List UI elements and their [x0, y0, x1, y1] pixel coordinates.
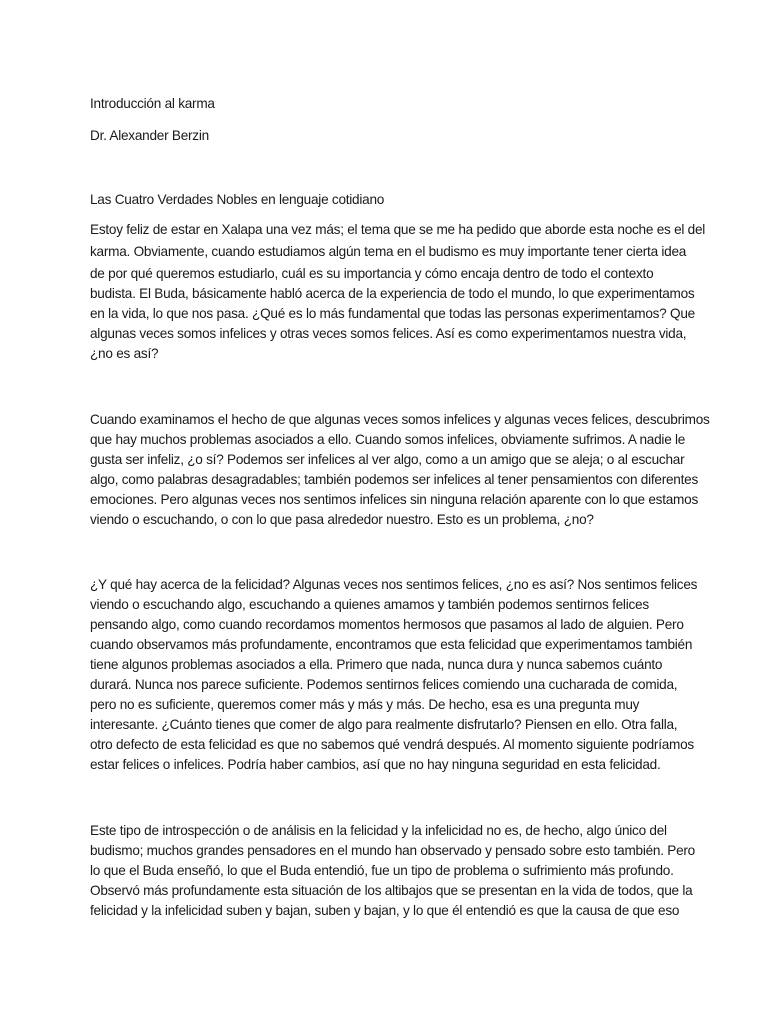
- paragraph-line: gusta ser infeliz, ¿o sí? Podemos ser infelices al ver algo, como a un amigo que se aleja; o al escuchar: [90, 452, 685, 467]
- paragraph-line: otro defecto de esta felicidad es que no sabemos qué vendrá después. Al momento siguiente podríamos: [90, 737, 694, 752]
- paragraph-line: algo, como palabras desagradables; también podemos ser infelices al tener pensamientos con diferentes: [90, 472, 698, 487]
- paragraph-line: felicidad y la infelicidad suben y bajan, suben y bajan, y lo que él entendió es que la causa de que eso: [90, 903, 680, 918]
- paragraph-line: algunas veces somos infelices y otras veces somos felices. Así es como experimentamos nuestra vida,: [90, 326, 687, 341]
- paragraph-line: Observó más profundamente esta situación de los altibajos que se presentan en la vida de todos, que la: [90, 883, 693, 898]
- paragraph-line: viendo o escuchando algo, escuchando a quienes amamos y también podemos sentirnos felices: [90, 597, 649, 612]
- paragraph-line: de por qué queremos estudiarlo, cuál es su importancia y cómo encaja dentro de todo el contexto: [90, 266, 654, 281]
- paragraph-line: Estoy feliz de estar en Xalapa una vez más; el tema que se me ha pedido que aborde esta noche es el del: [90, 222, 706, 237]
- paragraph-line: estar felices o infelices. Podría haber cambios, así que no hay ninguna seguridad en esta felicidad.: [90, 757, 661, 772]
- paragraph-line: ¿no es así?: [90, 346, 159, 361]
- document-title: Introducción al karma: [90, 96, 215, 111]
- paragraph-line: emociones. Pero algunas veces nos sentimos infelices sin ninguna relación aparente con lo que estamos: [90, 492, 698, 507]
- paragraph-line: interesante. ¿Cuánto tienes que comer de algo para realmente disfrutarlo? Piensen en ello. Otra falla,: [90, 717, 678, 732]
- paragraph-line: viendo o escuchando, o con lo que pasa alrededor nuestro. Esto es un problema, ¿no?: [90, 512, 594, 527]
- paragraph-line: tiene algunos problemas asociados a ella. Primero que nada, nunca dura y nunca sabemos cuánto: [90, 657, 663, 672]
- paragraph-line: karma. Obviamente, cuando estudiamos algún tema en el budismo es muy importante tener cierta idea: [90, 244, 687, 259]
- paragraph-line: lo que el Buda enseñó, lo que el Buda entendió, fue un tipo de problema o sufrimiento más profundo.: [90, 863, 674, 878]
- paragraph-line: budista. El Buda, básicamente habló acerca de la experiencia de todo el mundo, lo que experimentamos: [90, 286, 695, 301]
- section-heading: Las Cuatro Verdades Nobles en lenguaje cotidiano: [90, 192, 385, 207]
- paragraph-line: cuando observamos más profundamente, encontramos que esta felicidad que experimentamos también: [90, 637, 693, 652]
- paragraph-line: durará. Nunca nos parece suficiente. Podemos sentirnos felices comiendo una cucharada de comida,: [90, 677, 678, 692]
- paragraph-line: Cuando examinamos el hecho de que algunas veces somos infelices y algunas veces felices, descubrimos: [90, 412, 710, 427]
- document-author: Dr. Alexander Berzin: [90, 128, 209, 143]
- paragraph-line: pero no es suficiente, queremos comer más y más y más. De hecho, esa es una pregunta muy: [90, 697, 640, 712]
- paragraph-line: Este tipo de introspección o de análisis en la felicidad y la infelicidad no es, de hecho, algo único del: [90, 823, 667, 838]
- paragraph-line: pensando algo, como cuando recordamos momentos hermosos que pasamos al lado de alguien. Pero: [90, 617, 684, 632]
- paragraph-line: que hay muchos problemas asociados a ello. Cuando somos infelices, obviamente sufrimos. A nadie le: [90, 432, 686, 447]
- paragraph-line: ¿Y qué hay acerca de la felicidad? Algunas veces nos sentimos felices, ¿no es así? Nos sentimos felices: [90, 577, 698, 592]
- paragraph-line: budismo; muchos grandes pensadores en el mundo han observado y pensado sobre esto también. Pero: [90, 843, 695, 858]
- paragraph-line: en la vida, lo que nos pasa. ¿Qué es lo más fundamental que todas las personas experimentamos? Que: [90, 306, 695, 321]
